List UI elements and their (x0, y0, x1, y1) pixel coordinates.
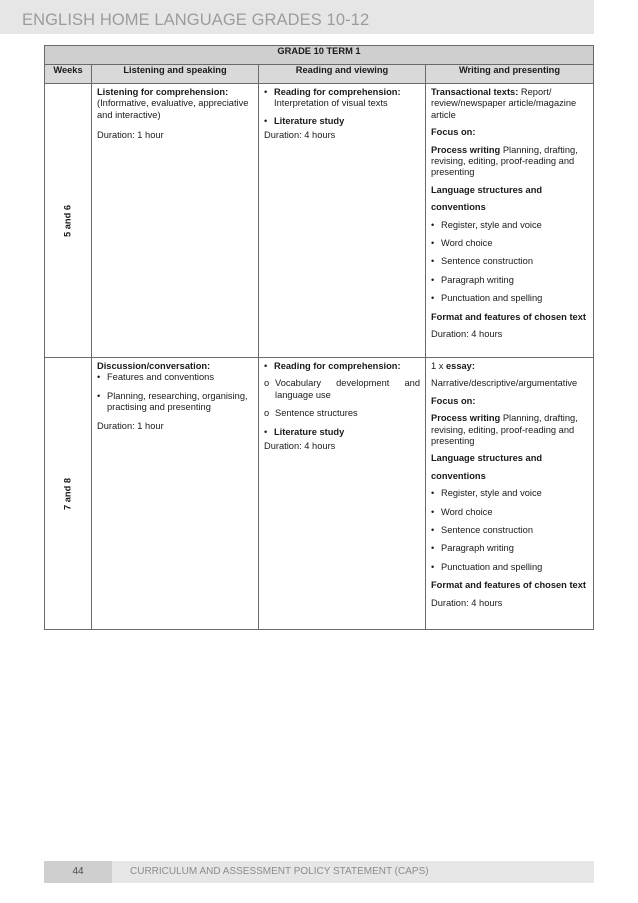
writing-cell (426, 84, 594, 358)
weeks-cell (45, 84, 92, 358)
reading-heading: Reading for comprehension: (274, 87, 401, 97)
column-header-writing: Writing and presenting (426, 65, 594, 84)
list-item (431, 488, 588, 499)
listening-detail: (Informative, evaluative, appreciative and interactive) (97, 98, 249, 120)
list-item (431, 256, 588, 267)
list-item (431, 507, 588, 518)
page-number: 44 (44, 861, 112, 883)
conventions-label: conventions (431, 202, 486, 213)
bullet-marker: • (264, 87, 268, 97)
discussion-item: Planning, researching, organising, practising and presenting (107, 390, 248, 413)
bullet-marker: • (431, 293, 435, 304)
listening-duration: Duration: 1 hour (97, 420, 164, 431)
bullet-marker: • (431, 525, 435, 536)
process-label: Process writing (431, 144, 501, 155)
list-item (264, 116, 420, 127)
writing-duration: Duration: 4 hours (431, 597, 503, 608)
convention-item: Sentence construction (441, 256, 533, 267)
reading-cell (259, 358, 426, 630)
convention-item: Punctuation and spelling (441, 561, 543, 572)
writing-duration: Duration: 4 hours (431, 329, 503, 340)
list-item (264, 361, 420, 372)
list-item (264, 427, 420, 438)
reading-subitem: Vocabulary development and language use (275, 378, 420, 400)
process-text: Planning, drafting, revising, editing, proof-reading and presenting (431, 144, 578, 178)
conventions-label: conventions (431, 470, 486, 481)
reading-cell (259, 84, 426, 358)
bullet-marker: • (264, 426, 268, 437)
language-structures-label: Language structures and (431, 184, 543, 195)
transactional-texts (431, 87, 588, 121)
format-features: Format and features of chosen text (431, 311, 586, 322)
convention-item: Punctuation and spelling (441, 293, 543, 304)
list-item (431, 543, 588, 554)
weeks-cell (45, 358, 92, 630)
literature-heading: Literature study (274, 426, 345, 437)
essay-label: essay: (446, 361, 475, 371)
footer-band (44, 861, 594, 883)
convention-item: Register, style and voice (441, 488, 542, 499)
bullet-marker: • (431, 238, 435, 249)
convention-item: Word choice (441, 238, 493, 249)
list-item (264, 87, 420, 110)
list-item (97, 372, 253, 383)
grade-title-row (45, 46, 594, 65)
list-item (264, 378, 420, 401)
table-row (45, 358, 594, 630)
weeks-label: 5 and 6 (62, 204, 73, 237)
grade-title: GRADE 10 TERM 1 (45, 46, 594, 65)
format-features: Format and features of chosen text (431, 580, 586, 591)
process-label: Process writing (431, 413, 501, 424)
bullet-marker: • (431, 256, 435, 267)
list-item (431, 238, 588, 249)
weeks-label: 7 and 8 (62, 477, 73, 510)
bullet-marker: • (431, 506, 435, 517)
process-writing (431, 413, 588, 447)
list-item (431, 293, 588, 304)
listening-cell (92, 358, 259, 630)
convention-item: Word choice (441, 506, 493, 517)
curriculum-table (44, 45, 594, 630)
listening-heading: Listening for comprehension: (97, 87, 229, 97)
table-row (45, 84, 594, 358)
essay-prefix: 1 x (431, 361, 446, 371)
bullet-marker: • (431, 561, 435, 572)
document-title: ENGLISH HOME LANGUAGE GRADES 10-12 (22, 11, 370, 29)
list-item (431, 275, 588, 286)
bullet-marker: • (97, 372, 101, 383)
essay-types: Narrative/descriptive/argumentative (431, 378, 578, 389)
discussion-heading: Discussion/conversation: (97, 361, 211, 371)
process-writing (431, 145, 588, 179)
convention-item: Paragraph writing (441, 543, 514, 554)
literature-heading: Literature study (274, 115, 345, 126)
column-header-listening: Listening and speaking (92, 65, 259, 84)
list-item (431, 525, 588, 536)
reading-duration: Duration: 4 hours (264, 441, 336, 452)
reading-heading: Reading for comprehension: (274, 361, 401, 371)
convention-item: Paragraph writing (441, 274, 514, 285)
list-item (431, 562, 588, 573)
focus-label: Focus on: (431, 395, 476, 406)
header-band (0, 0, 594, 34)
listening-cell (92, 84, 259, 358)
process-text: Planning, drafting, revising, editing, proof-reading and presenting (431, 413, 578, 447)
list-item (97, 391, 253, 414)
footer-text: CURRICULUM AND ASSESSMENT POLICY STATEMENT (CAPS) (130, 866, 429, 877)
column-header-row (45, 65, 594, 84)
sub-bullet-marker: o (264, 378, 270, 389)
column-header-reading: Reading and viewing (259, 65, 426, 84)
list-item (431, 220, 588, 231)
bullet-marker: • (431, 488, 435, 499)
convention-item: Register, style and voice (441, 219, 542, 230)
essay-line (431, 361, 588, 372)
reading-duration: Duration: 4 hours (264, 130, 336, 141)
language-structures-label: Language structures and (431, 453, 543, 464)
reading-subitem: Sentence structures (275, 408, 358, 419)
focus-label: Focus on: (431, 127, 476, 138)
bullet-marker: • (97, 390, 101, 401)
transactional-label: Transactional texts: (431, 87, 519, 97)
bullet-marker: • (431, 274, 435, 285)
sub-bullet-marker: o (264, 408, 270, 419)
bullet-marker: • (431, 543, 435, 554)
bullet-marker: • (264, 361, 268, 371)
listening-duration: Duration: 1 hour (97, 130, 164, 141)
bullet-marker: • (431, 219, 435, 230)
bullet-marker: • (264, 115, 268, 126)
column-header-weeks: Weeks (45, 65, 92, 84)
convention-item: Sentence construction (441, 525, 533, 536)
list-item (264, 408, 420, 419)
discussion-item: Features and conventions (107, 372, 214, 383)
transactional-text: Report/ review/newspaper article/magazine article (431, 87, 577, 120)
reading-detail: Interpretation of visual texts (274, 98, 388, 109)
writing-cell (426, 358, 594, 630)
